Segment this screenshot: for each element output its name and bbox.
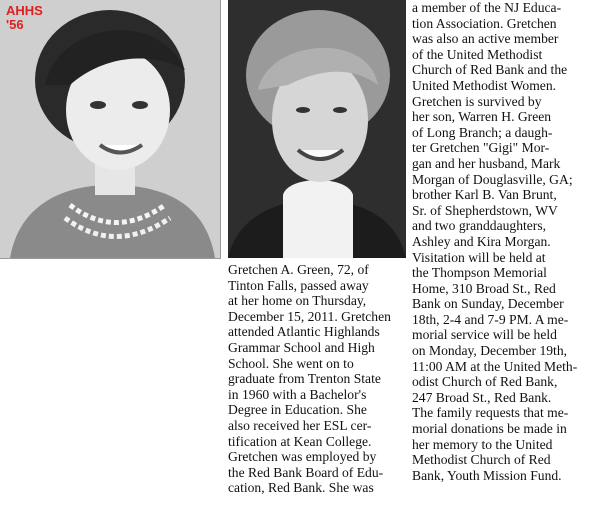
yearbook-photo [0,0,221,259]
yearbook-badge [6,4,43,32]
badge-year: '56 [6,17,24,32]
recent-portrait-icon [228,0,406,258]
obituary-column-right: a member of the NJ Educa- tion Association. Gretchen was also an active member of the United Methodist Church of Red Bank and the United Methodist Women. Gretchen is survived by her son, Warren H. Green of Long Branch; a daugh- ter Gretchen "Gigi" Mor- gan and her husband, Mark Morgan of Douglasville, GA; brother Karl B. Van Brunt, Sr. of Shepherdstown, WV and two granddaughters, Ashley and Kira Morgan. Visitation will be held at the Thompson Memorial Home, 310 Broad St., Red Bank on Sunday, December 18th, 2-4 and 7-9 PM. A me- morial service will be held on Monday, December 19th, 11:00 AM at the United Meth- odist Church of Red Bank, 247 Broad St., Red Bank. The family requests that me- morial donations be made in her memory to the United Methodist Church of Red Bank, Youth Mission Fund. [412,0,578,483]
recent-photo [228,0,406,258]
yearbook-portrait-icon [0,0,220,258]
badge-school: AHHS [6,3,43,18]
obituary-column-left: Gretchen A. Green, 72, of Tinton Falls, passed away at her home on Thursday, December 15, 2011. Gretchen attended Atlantic Highlands Grammar School and High School. She went on to graduate from Trenton State in 1960 with a Bachelor's Degree in Education. She also received her ESL cer- tification at Kean College. Gretchen was employed by the Red Bank Board of Edu- cation, Red Bank. She was [228,262,391,496]
